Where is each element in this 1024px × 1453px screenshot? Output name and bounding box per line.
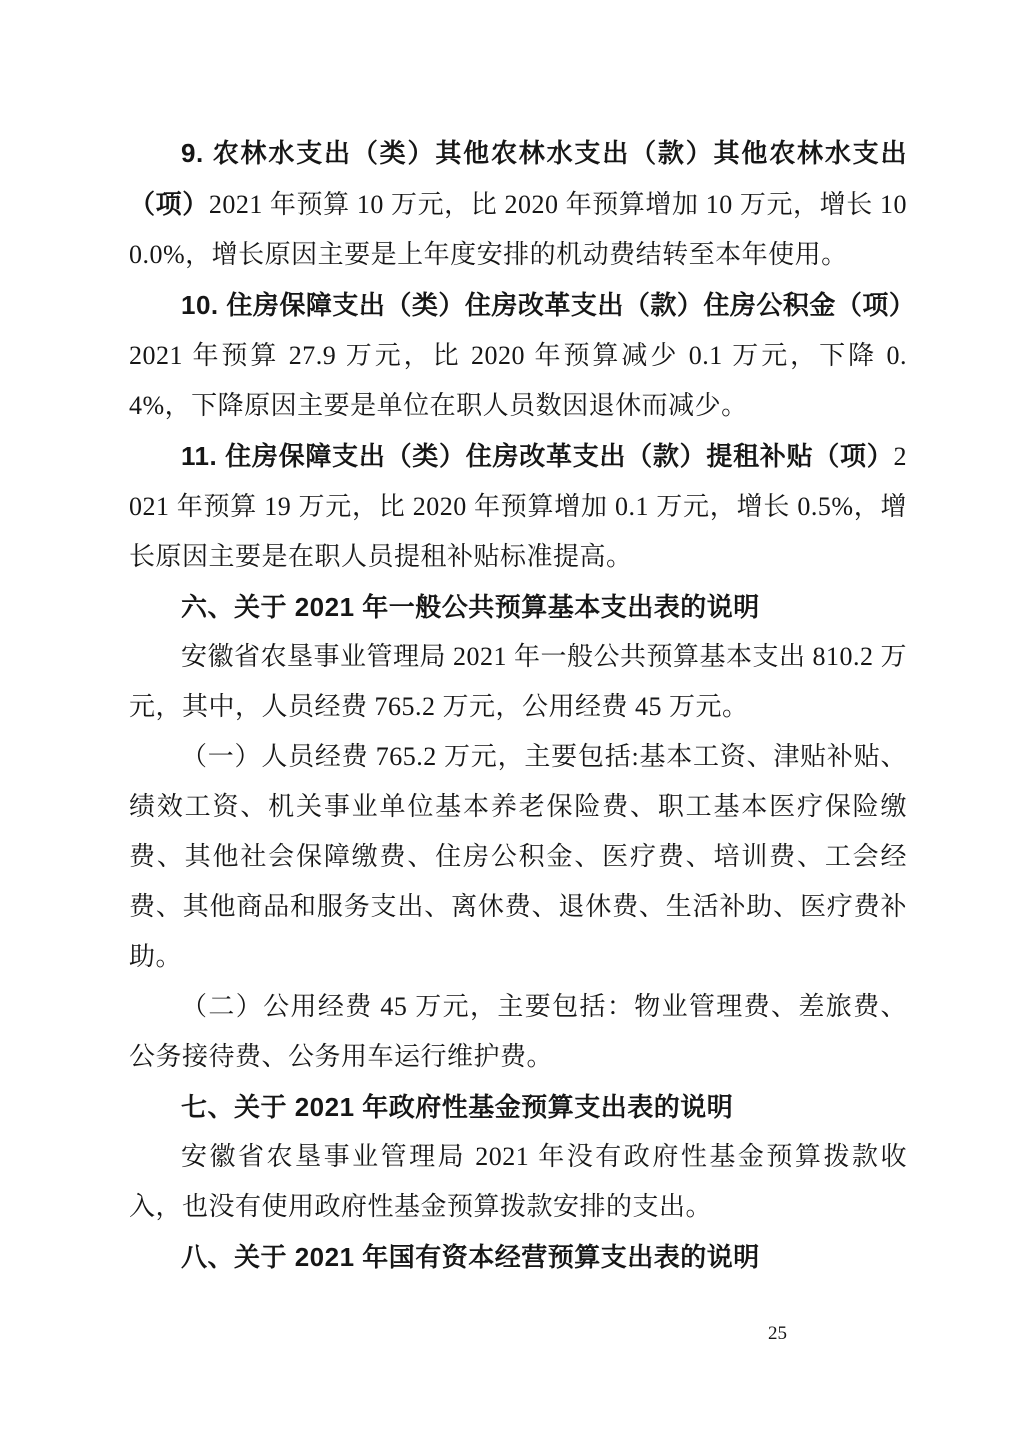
document-body xyxy=(129,128,916,1282)
paragraph-personnel-funds: （一）人员经费 765.2 万元，主要包括:基本工资、津贴补贴、绩效工资、机关事业单位基本养老保险费、职工基本医疗保险缴费、其他社会保障缴费、住房公积金、医疗费、培训费、工会经费、其他商品和服务支出、离休费、退休费、生活补助、医疗费补助。 xyxy=(129,742,907,971)
paragraph-item-10 xyxy=(129,280,916,431)
paragraph-item-11-text: 2021 年预算 19 万元，比 2020 年预算增加 0.1 万元，增长 0.5%，增长原因主要是在职人员提租补贴标准提高。 xyxy=(129,442,907,571)
paragraph-item-9-text: 2021 年预算 10 万元，比 2020 年预算增加 10 万元，增长 100.0%，增长原因主要是上年度安排的机动费结转至本年使用。 xyxy=(129,190,907,269)
section-heading-6: 六、关于 2021 年一般公共预算基本支出表的说明 xyxy=(181,592,760,622)
paragraph-item-10-text: 2021 年预算 27.9 万元，比 2020 年预算减少 0.1 万元，下降 0.4%，下降原因主要是单位在职人员数因退休而减少。 xyxy=(129,341,907,420)
section-heading-8: 八、关于 2021 年国有资本经营预算支出表的说明 xyxy=(181,1242,760,1272)
paragraph-government-fund-budget: 安徽省农垦事业管理局 2021 年没有政府性基金预算拨款收入，也没有使用政府性基金预算拨款安排的支出。 xyxy=(129,1142,907,1221)
paragraph-item-11-lead: 11. 住房保障支出（类）住房改革支出（款）提租补贴（项） xyxy=(181,441,894,471)
paragraph-item-10-lead: 10. 住房保障支出（类）住房改革支出（款）住房公积金（项） xyxy=(181,290,916,320)
paragraph-basic-expenditure-summary: 安徽省农垦事业管理局 2021 年一般公共预算基本支出 810.2 万元，其中，人员经费 765.2 万元，公用经费 45 万元。 xyxy=(129,642,908,721)
page-number: 25 xyxy=(768,1323,787,1344)
paragraph-public-funds: （二）公用经费 45 万元，主要包括：物业管理费、差旅费、公务接待费、公务用车运行维护费。 xyxy=(129,992,907,1071)
paragraph-item-9-lead: 9. 农林水支出（类）其他农林水支出（款）其他农林水支出（项） xyxy=(129,138,907,219)
paragraph-item-11 xyxy=(129,431,907,582)
section-heading-7: 七、关于 2021 年政府性基金预算支出表的说明 xyxy=(181,1092,734,1122)
paragraph-item-9 xyxy=(129,128,907,280)
